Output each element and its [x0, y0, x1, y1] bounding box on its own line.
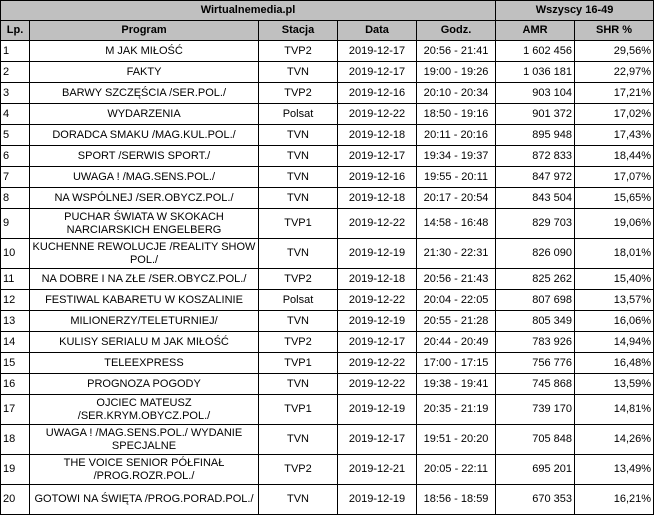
cell-shr: 18,44%	[575, 146, 654, 167]
table-row	[1, 269, 654, 290]
cell-stacja: TVP2	[259, 332, 338, 353]
table-row	[1, 41, 654, 62]
cell-stacja: Polsat	[259, 290, 338, 311]
cell-shr: 13,49%	[575, 455, 654, 485]
cell-shr: 15,65%	[575, 188, 654, 209]
cell-godz: 20:10 - 20:34	[417, 83, 496, 104]
cell-godz: 21:30 - 22:31	[417, 239, 496, 269]
cell-lp: 1	[1, 41, 30, 62]
col-header-godz: Godz.	[417, 21, 496, 41]
cell-godz: 20:44 - 20:49	[417, 332, 496, 353]
cell-shr: 16,48%	[575, 353, 654, 374]
table-row	[1, 485, 654, 515]
cell-program: WYDARZENIA	[30, 104, 259, 125]
cell-godz: 18:56 - 18:59	[417, 485, 496, 515]
cell-stacja: TVN	[259, 62, 338, 83]
cell-amr: 895 948	[496, 125, 575, 146]
cell-shr: 16,21%	[575, 485, 654, 515]
table-row	[1, 104, 654, 125]
cell-stacja: TVP2	[259, 83, 338, 104]
cell-amr: 745 868	[496, 374, 575, 395]
cell-program: DORADCA SMAKU /MAG.KUL.POL./	[30, 125, 259, 146]
cell-program: OJCIEC MATEUSZ /SER.KRYM.OBYCZ.POL./	[30, 395, 259, 425]
cell-godz: 19:00 - 19:26	[417, 62, 496, 83]
cell-godz: 20:04 - 22:05	[417, 290, 496, 311]
cell-data: 2019-12-17	[338, 62, 417, 83]
table-row	[1, 353, 654, 374]
cell-godz: 19:34 - 19:37	[417, 146, 496, 167]
cell-amr: 843 504	[496, 188, 575, 209]
col-header-program: Program	[30, 21, 259, 41]
cell-program: PROGNOZA POGODY	[30, 374, 259, 395]
cell-stacja: TVP2	[259, 41, 338, 62]
table-row	[1, 62, 654, 83]
cell-program: FESTIWAL KABARETU W KOSZALINIE	[30, 290, 259, 311]
table-row	[1, 455, 654, 485]
cell-shr: 17,21%	[575, 83, 654, 104]
cell-lp: 12	[1, 290, 30, 311]
cell-stacja: TVP2	[259, 455, 338, 485]
cell-data: 2019-12-22	[338, 374, 417, 395]
cell-amr: 1 036 181	[496, 62, 575, 83]
group-title: Wszyscy 16-49	[496, 1, 654, 21]
cell-lp: 8	[1, 188, 30, 209]
cell-amr: 695 201	[496, 455, 575, 485]
cell-godz: 20:56 - 21:43	[417, 269, 496, 290]
column-header-row	[1, 21, 654, 41]
cell-shr: 14,26%	[575, 425, 654, 455]
cell-program: M JAK MIŁOŚĆ	[30, 41, 259, 62]
cell-godz: 20:35 - 21:19	[417, 395, 496, 425]
cell-godz: 19:38 - 19:41	[417, 374, 496, 395]
cell-amr: 739 170	[496, 395, 575, 425]
cell-lp: 18	[1, 425, 30, 455]
cell-program: KULISY SERIALU M JAK MIŁOŚĆ	[30, 332, 259, 353]
cell-amr: 825 262	[496, 269, 575, 290]
cell-godz: 14:58 - 16:48	[417, 209, 496, 239]
cell-program: GOTOWI NA ŚWIĘTA /PROG.PORAD.POL./	[30, 485, 259, 515]
cell-shr: 19,06%	[575, 209, 654, 239]
cell-data: 2019-12-22	[338, 290, 417, 311]
cell-shr: 29,56%	[575, 41, 654, 62]
cell-stacja: TVP1	[259, 209, 338, 239]
cell-amr: 670 353	[496, 485, 575, 515]
cell-program: UWAGA ! /MAG.SENS.POL./	[30, 167, 259, 188]
cell-amr: 826 090	[496, 239, 575, 269]
cell-lp: 9	[1, 209, 30, 239]
cell-shr: 18,01%	[575, 239, 654, 269]
cell-data: 2019-12-18	[338, 125, 417, 146]
cell-stacja: TVP2	[259, 269, 338, 290]
cell-amr: 872 833	[496, 146, 575, 167]
cell-amr: 807 698	[496, 290, 575, 311]
table-row	[1, 311, 654, 332]
cell-stacja: TVN	[259, 125, 338, 146]
cell-shr: 17,43%	[575, 125, 654, 146]
cell-godz: 17:00 - 17:15	[417, 353, 496, 374]
cell-program: SPORT /SERWIS SPORT./	[30, 146, 259, 167]
cell-data: 2019-12-17	[338, 425, 417, 455]
cell-lp: 10	[1, 239, 30, 269]
cell-data: 2019-12-19	[338, 395, 417, 425]
cell-stacja: TVN	[259, 146, 338, 167]
col-header-lp: Lp.	[1, 21, 30, 41]
cell-data: 2019-12-19	[338, 239, 417, 269]
col-header-amr: AMR	[496, 21, 575, 41]
cell-data: 2019-12-16	[338, 83, 417, 104]
table-row	[1, 125, 654, 146]
cell-data: 2019-12-17	[338, 146, 417, 167]
cell-program: NA WSPÓLNEJ /SER.OBYCZ.POL./	[30, 188, 259, 209]
cell-shr: 17,07%	[575, 167, 654, 188]
source-header-row	[1, 1, 654, 21]
cell-data: 2019-12-18	[338, 188, 417, 209]
cell-shr: 15,40%	[575, 269, 654, 290]
cell-amr: 805 349	[496, 311, 575, 332]
cell-amr: 783 926	[496, 332, 575, 353]
table-row	[1, 167, 654, 188]
ratings-body	[1, 41, 654, 515]
cell-godz: 20:17 - 20:54	[417, 188, 496, 209]
cell-lp: 2	[1, 62, 30, 83]
cell-data: 2019-12-22	[338, 104, 417, 125]
cell-data: 2019-12-21	[338, 455, 417, 485]
table-row	[1, 209, 654, 239]
table-row	[1, 239, 654, 269]
table-row	[1, 425, 654, 455]
cell-data: 2019-12-17	[338, 332, 417, 353]
source-title: Wirtualnemedia.pl	[1, 1, 496, 21]
cell-lp: 5	[1, 125, 30, 146]
cell-godz: 19:55 - 20:11	[417, 167, 496, 188]
cell-data: 2019-12-19	[338, 485, 417, 515]
cell-lp: 19	[1, 455, 30, 485]
cell-lp: 3	[1, 83, 30, 104]
cell-lp: 13	[1, 311, 30, 332]
table-row	[1, 332, 654, 353]
table-row	[1, 188, 654, 209]
cell-lp: 14	[1, 332, 30, 353]
cell-data: 2019-12-19	[338, 311, 417, 332]
cell-shr: 14,81%	[575, 395, 654, 425]
cell-program: TELEEXPRESS	[30, 353, 259, 374]
cell-lp: 15	[1, 353, 30, 374]
cell-godz: 20:11 - 20:16	[417, 125, 496, 146]
cell-stacja: TVN	[259, 425, 338, 455]
cell-amr: 903 104	[496, 83, 575, 104]
table-row	[1, 83, 654, 104]
col-header-shr: SHR %	[575, 21, 654, 41]
cell-program: PUCHAR ŚWIATA W SKOKACH NARCIARSKICH ENGELBERG	[30, 209, 259, 239]
cell-stacja: TVN	[259, 374, 338, 395]
cell-lp: 7	[1, 167, 30, 188]
cell-godz: 20:05 - 22:11	[417, 455, 496, 485]
table-row	[1, 374, 654, 395]
table-row	[1, 290, 654, 311]
cell-shr: 22,97%	[575, 62, 654, 83]
cell-stacja: TVN	[259, 188, 338, 209]
cell-data: 2019-12-22	[338, 209, 417, 239]
cell-data: 2019-12-22	[338, 353, 417, 374]
cell-amr: 829 703	[496, 209, 575, 239]
cell-stacja: TVN	[259, 167, 338, 188]
table-row	[1, 395, 654, 425]
cell-stacja: TVN	[259, 485, 338, 515]
cell-lp: 4	[1, 104, 30, 125]
table-row	[1, 146, 654, 167]
cell-program: NA DOBRE I NA ZŁE /SER.OBYCZ.POL./	[30, 269, 259, 290]
cell-shr: 14,94%	[575, 332, 654, 353]
cell-amr: 756 776	[496, 353, 575, 374]
cell-godz: 20:55 - 21:28	[417, 311, 496, 332]
cell-shr: 13,59%	[575, 374, 654, 395]
cell-shr: 17,02%	[575, 104, 654, 125]
cell-stacja: TVN	[259, 311, 338, 332]
cell-godz: 19:51 - 20:20	[417, 425, 496, 455]
cell-program: KUCHENNE REWOLUCJE /REALITY SHOW POL./	[30, 239, 259, 269]
cell-lp: 17	[1, 395, 30, 425]
cell-data: 2019-12-18	[338, 269, 417, 290]
cell-program: FAKTY	[30, 62, 259, 83]
cell-lp: 16	[1, 374, 30, 395]
cell-stacja: TVP1	[259, 353, 338, 374]
col-header-stacja: Stacja	[259, 21, 338, 41]
cell-stacja: Polsat	[259, 104, 338, 125]
cell-data: 2019-12-17	[338, 41, 417, 62]
cell-shr: 13,57%	[575, 290, 654, 311]
cell-lp: 6	[1, 146, 30, 167]
cell-program: BARWY SZCZĘŚCIA /SER.POL./	[30, 83, 259, 104]
cell-amr: 901 372	[496, 104, 575, 125]
cell-amr: 847 972	[496, 167, 575, 188]
cell-stacja: TVP1	[259, 395, 338, 425]
cell-lp: 20	[1, 485, 30, 515]
col-header-data: Data	[338, 21, 417, 41]
cell-lp: 11	[1, 269, 30, 290]
cell-data: 2019-12-16	[338, 167, 417, 188]
cell-stacja: TVN	[259, 239, 338, 269]
cell-program: MILIONERZY/TELETURNIEJ/	[30, 311, 259, 332]
cell-godz: 20:56 - 21:41	[417, 41, 496, 62]
cell-program: UWAGA ! /MAG.SENS.POL./ WYDANIE SPECJALNE	[30, 425, 259, 455]
cell-godz: 18:50 - 19:16	[417, 104, 496, 125]
cell-amr: 705 848	[496, 425, 575, 455]
cell-amr: 1 602 456	[496, 41, 575, 62]
cell-shr: 16,06%	[575, 311, 654, 332]
cell-program: THE VOICE SENIOR PÓŁFINAŁ /PROG.ROZR.POL./	[30, 455, 259, 485]
